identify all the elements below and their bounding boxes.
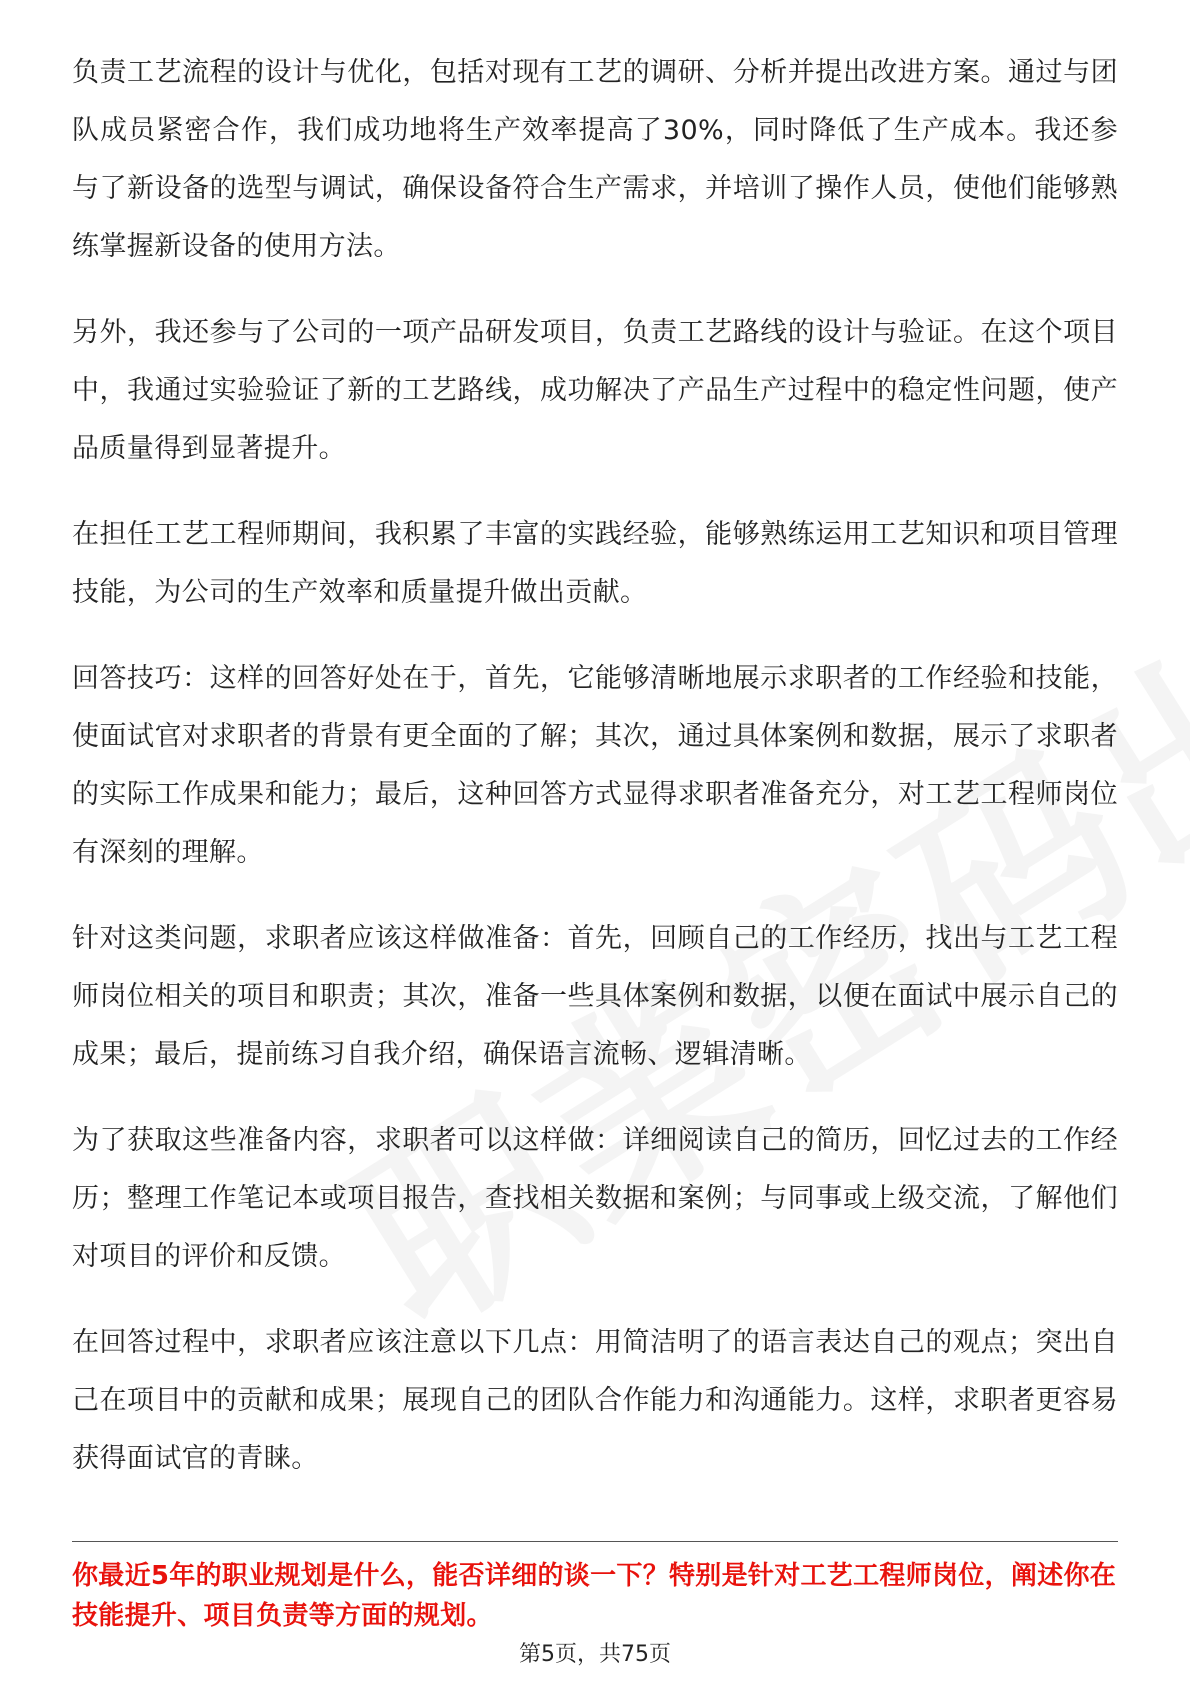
document-body bbox=[72, 44, 1118, 1516]
next-question-heading: 你最近5年的职业规划是什么，能否详细的谈一下？特别是针对工艺工程师岗位，阐述你在技能提升、项目负责等方面的规划。 bbox=[72, 1561, 1117, 1631]
paragraph-6-gathering: 为了获取这些准备内容，求职者可以这样做：详细阅读自己的简历，回忆过去的工作经历；整理工作笔记本或项目报告，查找相关数据和案例；与同事或上级交流，了解他们对项目的评价和反馈。 bbox=[72, 1125, 1118, 1272]
paragraph-5-preparation: 针对这类问题，求职者应该这样做准备：首先，回顾自己的工作经历，找出与工艺工程师岗位相关的项目和职责；其次，准备一些具体案例和数据，以便在面试中展示自己的成果；最后，提前练习自我介绍，确保语言流畅、逻辑清晰。 bbox=[72, 923, 1118, 1070]
paragraph-4-answer-tips: 回答技巧：这样的回答好处在于，首先，它能够清晰地展示求职者的工作经验和技能，使面试官对求职者的背景有更全面的了解；其次，通过具体案例和数据，展示了求职者的实际工作成果和能力；最后，这种回答方式显得求职者准备充分，对工艺工程师岗位有深刻的理解。 bbox=[72, 663, 1118, 868]
page-number: 第5页，共75页 bbox=[519, 1642, 671, 1667]
paragraph-1: 负责工艺流程的设计与优化，包括对现有工艺的调研、分析并提出改进方案。通过与团队成员紧密合作，我们成功地将生产效率提高了30%，同时降低了生产成本。我还参与了新设备的选型与调试，确保设备符合生产需求，并培训了操作人员，使他们能够熟练掌握新设备的使用方法。 bbox=[72, 57, 1118, 262]
paragraph-2: 另外，我还参与了公司的一项产品研发项目，负责工艺路线的设计与验证。在这个项目中，我通过实验验证了新的工艺路线，成功解决了产品生产过程中的稳定性问题，使产品质量得到显著提升。 bbox=[72, 317, 1118, 464]
section-divider bbox=[72, 1541, 1118, 1542]
paragraph-7-attention: 在回答过程中，求职者应该注意以下几点：用简洁明了的语言表达自己的观点；突出自己在项目中的贡献和成果；展现自己的团队合作能力和沟通能力。这样，求职者更容易获得面试官的青睐。 bbox=[72, 1327, 1118, 1474]
paragraph-3: 在担任工艺工程师期间，我积累了丰富的实践经验，能够熟练运用工艺知识和项目管理技能，为公司的生产效率和质量提升做出贡献。 bbox=[72, 519, 1118, 608]
